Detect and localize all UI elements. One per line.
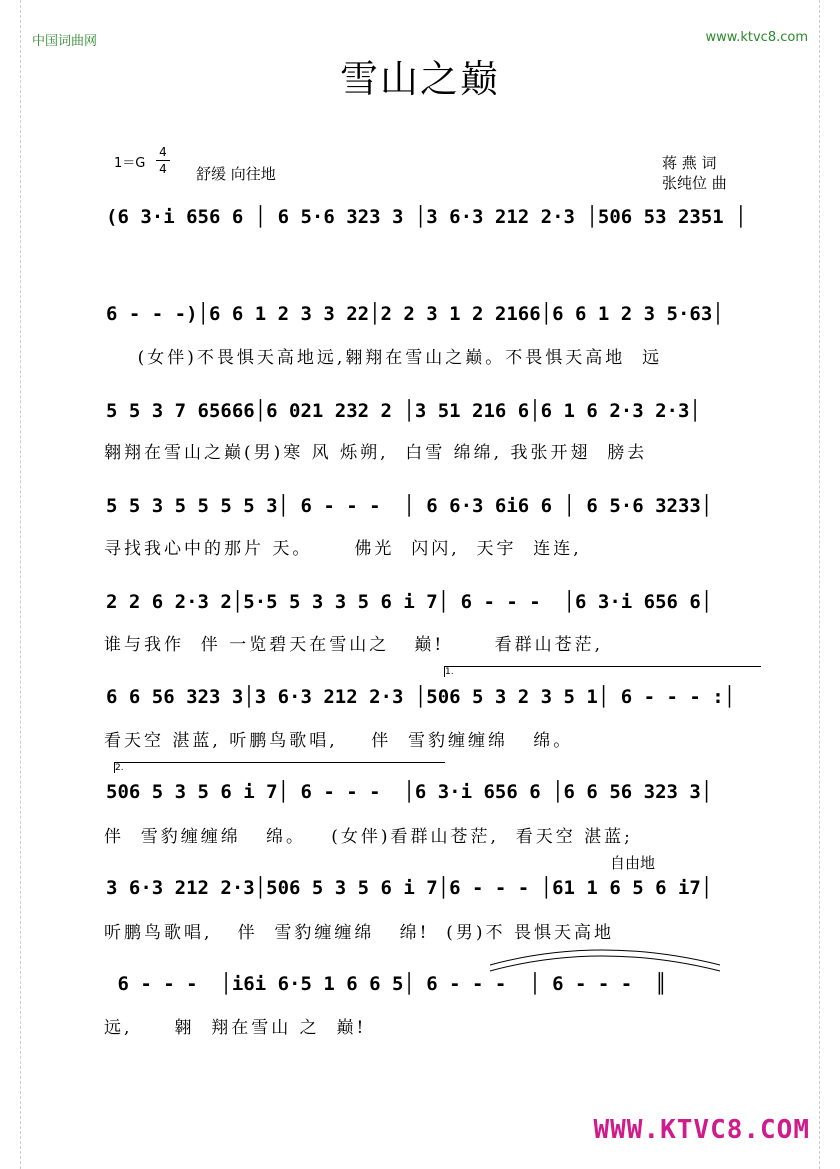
lyricist: 蒋 燕 词 [662, 154, 717, 172]
notation-row-7: 506 5 3 5 6 i 7│ 6 - - - │6 3·i 656 6 │6 6 56 323 3│ [106, 781, 713, 803]
lyrics-row-3: 翱翔在雪山之巅(男)寒 风 烁朔, 白雪 绵绵, 我张开翅 膀去 [104, 443, 648, 463]
time-top: 4 [159, 145, 167, 159]
lyrics-row-9: 远, 翱 翔在雪山 之 巅! [104, 1018, 367, 1038]
tie-arc [480, 935, 740, 975]
site-name-left[interactable]: 中国词曲网 [32, 34, 98, 49]
site-logo[interactable]: WWW.KTVC8.COM [593, 1115, 810, 1145]
tempo-marking: 舒缓 向往地 [196, 165, 276, 183]
volta-2: 2. [114, 762, 445, 773]
notation-row-9: 6 - - - │i6i 6·5 1 6 6 5│ 6 - - - │ 6 - - - ║ [106, 973, 667, 995]
right-margin-strip [819, 0, 840, 1169]
free-tempo-marking: 自由地 [610, 854, 656, 872]
song-title: 雪山之巅 [339, 57, 500, 101]
lyrics-row-4: 寻找我心中的那片 天。 佛光 闪闪, 天宇 连连, [104, 539, 582, 559]
notation-row-3: 5 5 3 7 65666│6 021 232 2 │3 51 216 6│6 1 6 2·3 2·3│ [106, 400, 701, 422]
lyrics-row-5: 谁与我作 伴 一览碧天在雪山之 巅! 看群山苍茫, [104, 635, 604, 655]
time-bottom: 4 [159, 162, 167, 176]
notation-row-6: 6 6 56 323 3│3 6·3 212 2·3 │506 5 3 2 3 5 1│ 6 - - - :│ [106, 686, 736, 708]
notation-row-1: (6 3·i 656 6 │ 6 5·6 323 3 │3 6·3 212 2·3 │506 53 2351 │ [106, 206, 747, 228]
notation-row-4: 5 5 3 5 5 5 5 3│ 6 - - - │ 6 6·3 6i6 6 │ 6 5·6 3233│ [106, 495, 713, 517]
volta-1: 1. [444, 666, 761, 677]
notation-row-8: 3 6·3 212 2·3│506 5 3 5 6 i 7│6 - - - │61 1 6 5 6 i7│ [106, 877, 713, 899]
notation-row-2: 6 - - -)│6 6 1 2 3 3 22│2 2 3 1 2 2166│6 6 1 2 3 5·63│ [106, 303, 724, 325]
key-signature: 1＝G [114, 156, 146, 171]
lyrics-row-2: (女伴)不畏惧天高地远,翱翔在雪山之巅。不畏惧天高地 远 [104, 348, 663, 368]
lyrics-row-6: 看天空 湛蓝, 听鹏鸟歌唱, 伴 雪豹缠缠绵 绵。 [104, 731, 574, 751]
time-signature [156, 145, 170, 176]
left-margin-strip [0, 0, 21, 1169]
site-url-right[interactable]: www.ktvc8.com [705, 30, 808, 45]
credits [662, 153, 727, 193]
composer: 张纯位 曲 [662, 174, 727, 192]
lyrics-row-8: 听鹏鸟歌唱, 伴 雪豹缠缠绵 绵! (男)不 畏惧天高地 [104, 923, 614, 943]
lyrics-row-7: 伴 雪豹缠缠绵 绵。 (女伴)看群山苍茫, 看天空 湛蓝; [104, 827, 633, 847]
notation-row-5: 2 2 6 2·3 2│5·5 5 3 3 5 6 i 7│ 6 - - - │6 3·i 656 6│ [106, 591, 713, 613]
